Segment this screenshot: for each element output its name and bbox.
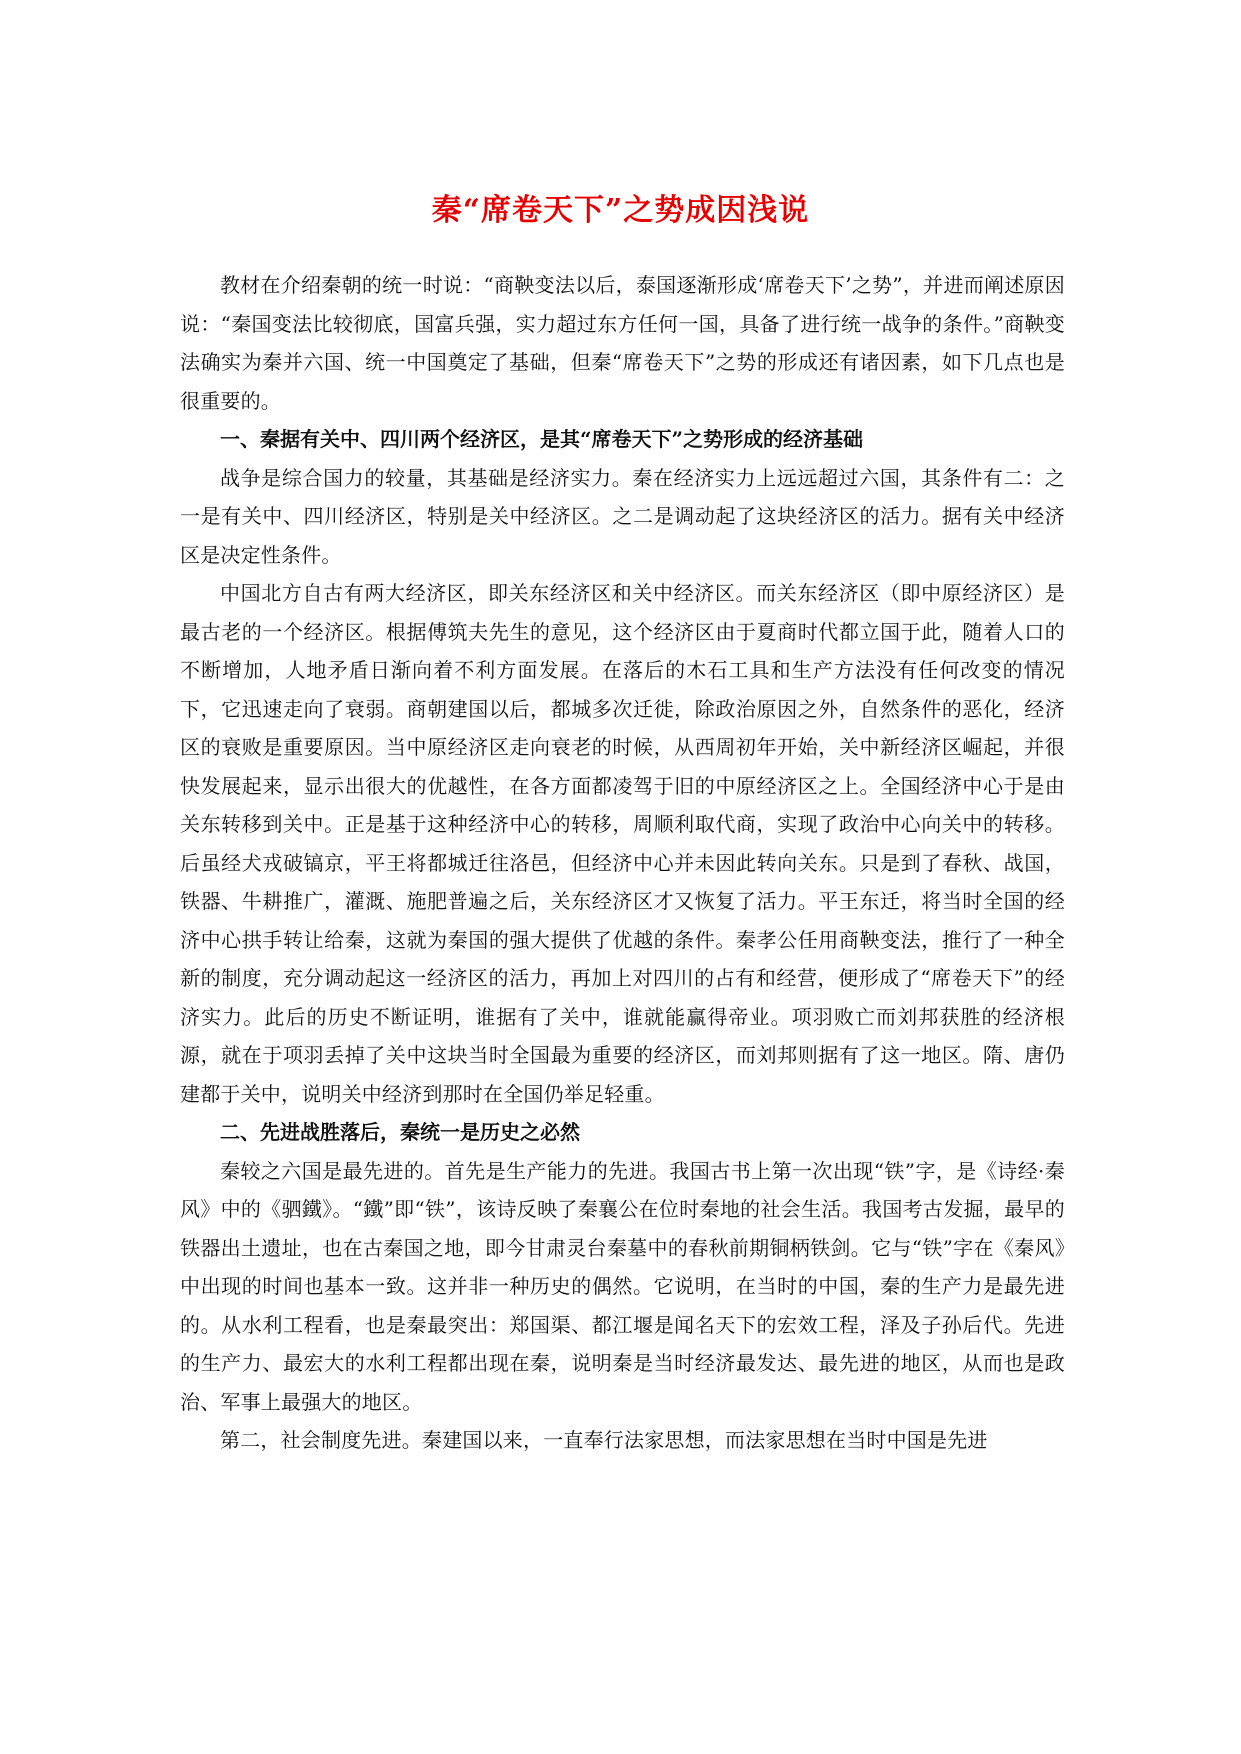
section-heading-2: 二、先进战胜落后，秦统一是历史之必然 xyxy=(220,1120,580,1144)
body-paragraph: 战争是综合国力的较量，其基础是经济实力。秦在经济实力上远远超过六国，其条件有二：之一是有关中、四川经济区，特别是关中经济区。之二是调动起了这块经济区的活力。据有关中经济区是决定性条件。 xyxy=(180,465,1065,567)
document-title: 秦“席卷天下”之势成因浅说 xyxy=(431,193,810,228)
body-paragraph: 秦较之六国是最先进的。首先是生产能力的先进。我国古书上第一次出现“铁”字，是《诗经·秦风》中的《驷鐵》。“鐵”即“铁”，该诗反映了秦襄公在位时秦地的社会生活。我国考古发掘，最早的铁器出土遗址，也在古秦国之地，即今甘肃灵台秦墓中的春秋前期铜柄铁剑。它与“铁”字在《秦风》中出现的时间也基本一致。这并非一种历史的偶然。它说明，在当时的中国，秦的生产力是最先进的。从水利工程看，也是秦最突出：郑国渠、都江堰是闻名天下的宏效工程，泽及子孙后代。先进的生产力、最宏大的水利工程都出现在秦，说明秦是当时经济最发达、最先进的地区，从而也是政治、军事上最强大的地区。 xyxy=(180,1158,1065,1414)
section-heading-1: 一、秦据有关中、四川两个经济区，是其“席卷天下”之势形成的经济基础 xyxy=(220,427,864,451)
body-paragraph: 第二，社会制度先进。秦建国以来，一直奉行法家思想，而法家思想在当时中国是先进 xyxy=(220,1428,988,1452)
body-paragraph: 中国北方自古有两大经济区，即关东经济区和关中经济区。而关东经济区（即中原经济区）是最古老的一个经济区。根据傅筑夫先生的意见，这个经济区由于夏商时代都立国于此，随着人口的不断增加，人地矛盾日渐向着不利方面发展。在落后的木石工具和生产方法没有任何改变的情况下，它迅速走向了衰弱。商朝建国以后，都城多次迁徙，除政治原因之外，自然条件的恶化，经济区的衰败是重要原因。当中原经济区走向衰老的时候，从西周初年开始，关中新经济区崛起，并很快发展起来，显示出很大的优越性，在各方面都凌驾于旧的中原经济区之上。全国经济中心于是由关东转移到关中。正是基于这种经济中心的转移，周顺利取代商，实现了政治中心向关中的转移。后虽经犬戎破镐京，平王将都城迁往洛邑，但经济中心并未因此转向关东。只是到了春秋、战国，铁器、牛耕推广，灌溉、施肥普遍之后，关东经济区才又恢复了活力。平王东迁，将当时全国的经济中心拱手转让给秦，这就为秦国的强大提供了优越的条件。秦孝公任用商鞅变法，推行了一种全新的制度，充分调动起这一经济区的活力，再加上对四川的占有和经营，便形成了“席卷天下”的经济实力。此后的历史不断证明，谁据有了关中，谁就能赢得帝业。项羽败亡而刘邦获胜的经济根源，就在于项羽丢掉了关中这块当时全国最为重要的经济区，而刘邦则据有了这一地区。隋、唐仍建都于关中，说明关中经济到那时在全国仍举足轻重。 xyxy=(180,581,1065,1106)
document-body xyxy=(180,266,1065,1460)
intro-paragraph: 教材在介绍秦朝的统一时说：“商鞅变法以后，泰国逐渐形成‘席卷天下’之势”，并进而阐述原因说：“秦国变法比较彻底，国富兵强，实力超过东方任何一国，具备了进行统一战争的条件。”商鞅变法确实为秦并六国、统一中国奠定了基础，但秦“席卷天下”之势的形成还有诸因素，如下几点也是很重要的。 xyxy=(180,273,1065,413)
